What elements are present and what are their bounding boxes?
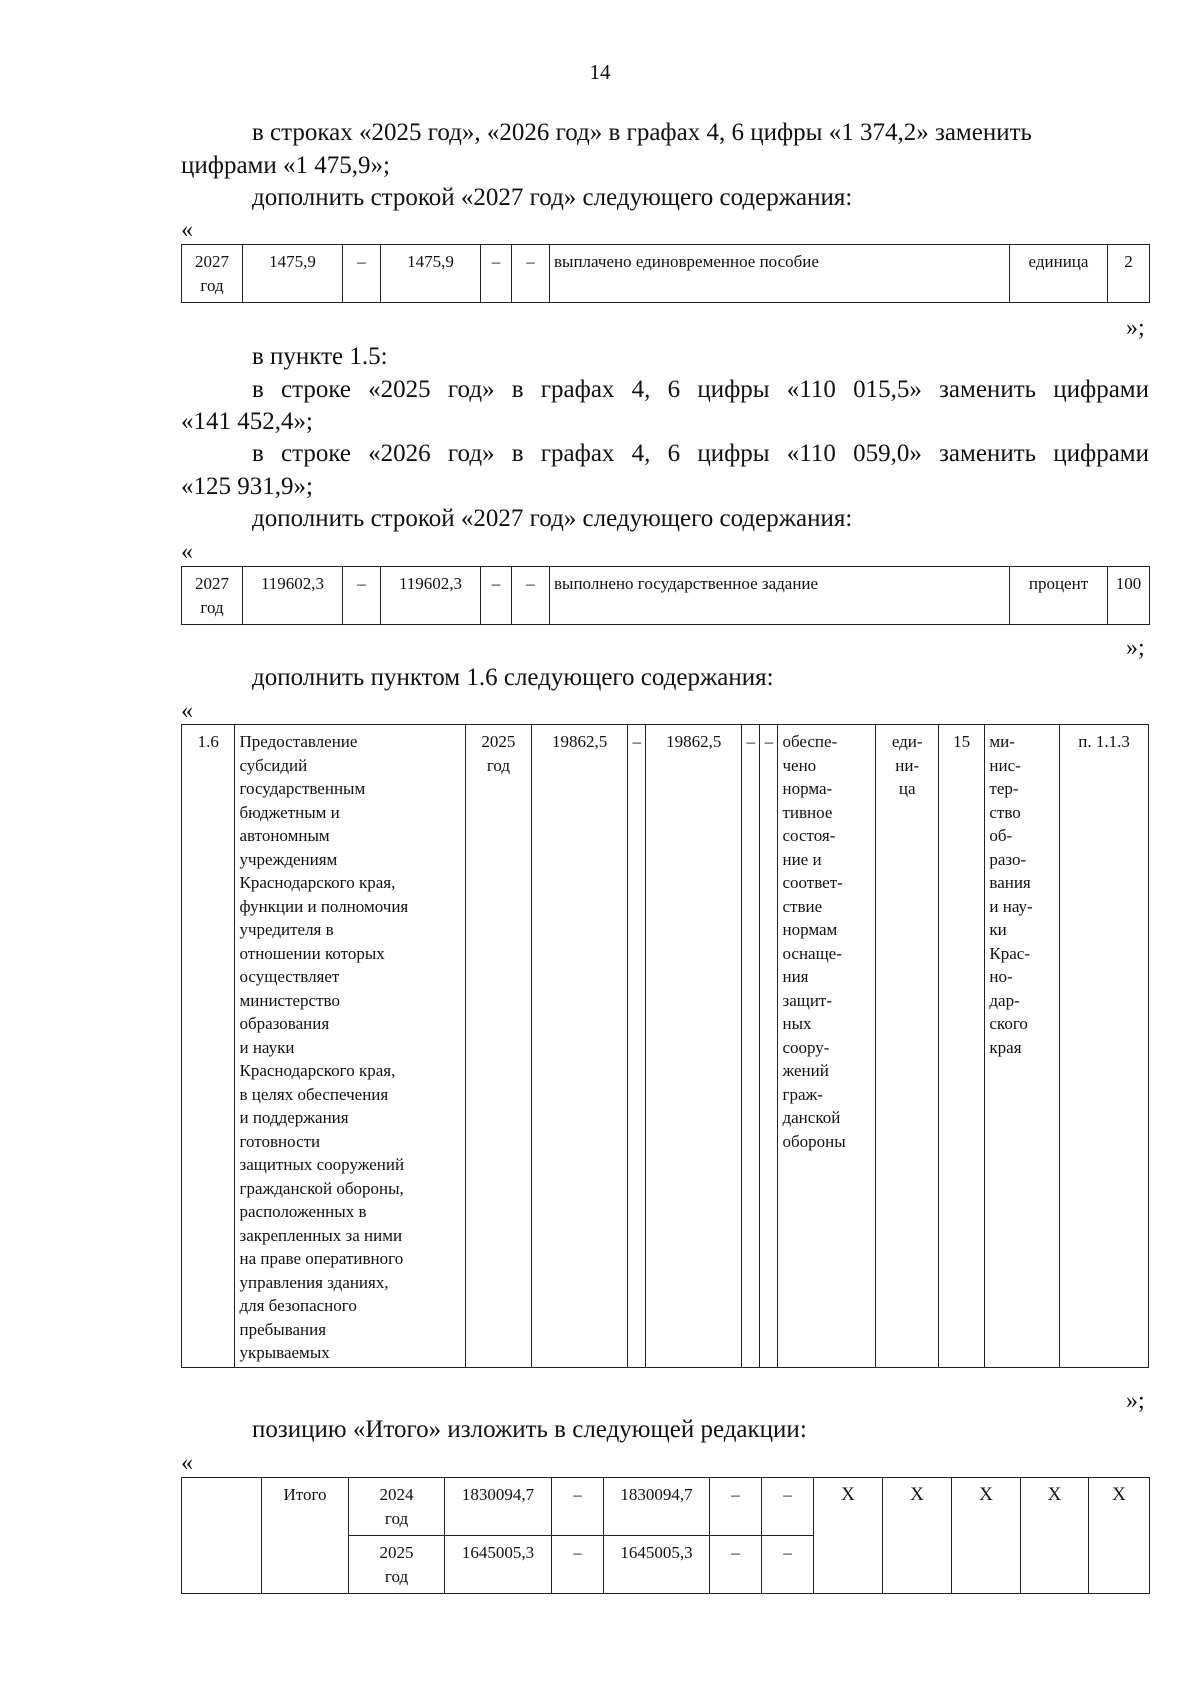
close-quote: »;	[1126, 315, 1145, 341]
table-2027-state-task	[181, 566, 1150, 625]
cell-dash: –	[552, 1478, 604, 1536]
cell-reference: п. 1.1.3	[1060, 725, 1149, 1368]
cell-total-label: Итого	[262, 1478, 349, 1594]
cell-dash: –	[343, 245, 381, 303]
cell-unit: единица	[1010, 245, 1108, 303]
cell-dash: –	[512, 245, 550, 303]
cell-dash: –	[628, 725, 646, 1368]
cell-dash: –	[760, 725, 778, 1368]
cell-regional: 1645005,3	[604, 1536, 710, 1594]
paragraph-line: в строках «2025 год», «2026 год» в графах 4, 6 цифры «1 374,2» заменить	[252, 119, 1032, 146]
cell-unit: еди- ни- ца	[876, 725, 939, 1368]
cell-dash: –	[742, 725, 760, 1368]
table-total	[181, 1477, 1150, 1594]
cell-dash: –	[552, 1536, 604, 1594]
table-row	[182, 1478, 1150, 1536]
cell-x: X	[814, 1478, 883, 1594]
cell-x: X	[1021, 1478, 1089, 1594]
table-item-1-6	[181, 724, 1149, 1368]
paragraph-line: дополнить строкой «2027 год» следующего содержания:	[252, 505, 853, 532]
cell-dash: –	[762, 1478, 814, 1536]
table-row	[182, 245, 1150, 303]
cell-regional: 19862,5	[646, 725, 742, 1368]
open-quote: «	[181, 1450, 193, 1476]
paragraph-line: позицию «Итого» изложить в следующей редакции:	[252, 1416, 807, 1443]
cell-responsible: ми- нис- тер- ство об- разо- вания и нау- ки Крас- но- дар- ского края	[985, 725, 1060, 1368]
cell-dash: –	[762, 1536, 814, 1594]
cell-total: 1475,9	[243, 245, 343, 303]
cell-value: 100	[1108, 567, 1150, 625]
table-row	[182, 725, 1149, 1368]
paragraph-line: «141 452,4»;	[181, 408, 313, 435]
cell-indicator: выполнено государственное задание	[550, 567, 1010, 625]
cell-year: 2025 год	[349, 1536, 445, 1594]
cell-empty	[182, 1478, 262, 1594]
cell-total: 119602,3	[243, 567, 343, 625]
cell-indicator: выплачено единовременное пособие	[550, 245, 1010, 303]
open-quote: «	[181, 698, 193, 724]
cell-regional: 1830094,7	[604, 1478, 710, 1536]
cell-value: 2	[1108, 245, 1150, 303]
cell-value: 15	[938, 725, 984, 1368]
cell-measure-name: Предоставление субсидий государственным бюджетным и автономным учреждениям Краснодарского края, функции и полномочия учредителя в отношении которых осуществляет министерство образования и науки Краснодарского края, в целях обеспечения и поддержания готовности защитных сооружений гражданской обороны, расположенных в закрепленных за ними на праве оперативного управления зданиях, для безопасного пребывания укрываемых	[235, 725, 465, 1368]
cell-regional: 1475,9	[381, 245, 481, 303]
cell-dash: –	[710, 1536, 762, 1594]
page-number: 14	[589, 60, 611, 84]
cell-x: X	[1089, 1478, 1150, 1594]
cell-total: 19862,5	[532, 725, 628, 1368]
cell-dash: –	[710, 1478, 762, 1536]
close-quote: »;	[1126, 635, 1145, 661]
cell-x: X	[952, 1478, 1021, 1594]
table-row	[182, 567, 1150, 625]
paragraph-line: в строке «2026 год» в графах 4, 6 цифры «110 059,0» заменить цифрами	[252, 440, 1149, 467]
cell-unit: процент	[1010, 567, 1108, 625]
open-quote: «	[181, 217, 193, 243]
cell-indicator: обеспе- чено норма- тивное состоя- ние и соответ- ствие нормам оснаще- ния защит- ных соору- жений граж- данской обороны	[778, 725, 876, 1368]
cell-regional: 119602,3	[381, 567, 481, 625]
cell-year: 2027 год	[182, 245, 243, 303]
paragraph-line: цифрами «1 475,9»;	[181, 152, 390, 179]
cell-x: X	[883, 1478, 952, 1594]
cell-dash: –	[481, 567, 512, 625]
paragraph-line: в строке «2025 год» в графах 4, 6 цифры «110 015,5» заменить цифрами	[252, 376, 1149, 403]
cell-year: 2027 год	[182, 567, 243, 625]
table-2027-allowance	[181, 244, 1150, 303]
paragraph-line: дополнить пунктом 1.6 следующего содержания:	[252, 664, 774, 691]
cell-dash: –	[512, 567, 550, 625]
cell-total: 1645005,3	[445, 1536, 552, 1594]
cell-year: 2025 год	[465, 725, 532, 1368]
paragraph-line: «125 931,9»;	[181, 473, 313, 500]
open-quote: «	[181, 539, 193, 565]
cell-dash: –	[481, 245, 512, 303]
paragraph-line: в пункте 1.5:	[252, 343, 388, 370]
cell-total: 1830094,7	[445, 1478, 552, 1536]
close-quote: »;	[1126, 1388, 1145, 1414]
cell-dash: –	[343, 567, 381, 625]
paragraph-line: дополнить строкой «2027 год» следующего содержания:	[252, 184, 853, 211]
cell-item-number: 1.6	[182, 725, 235, 1368]
cell-year: 2024 год	[349, 1478, 445, 1536]
